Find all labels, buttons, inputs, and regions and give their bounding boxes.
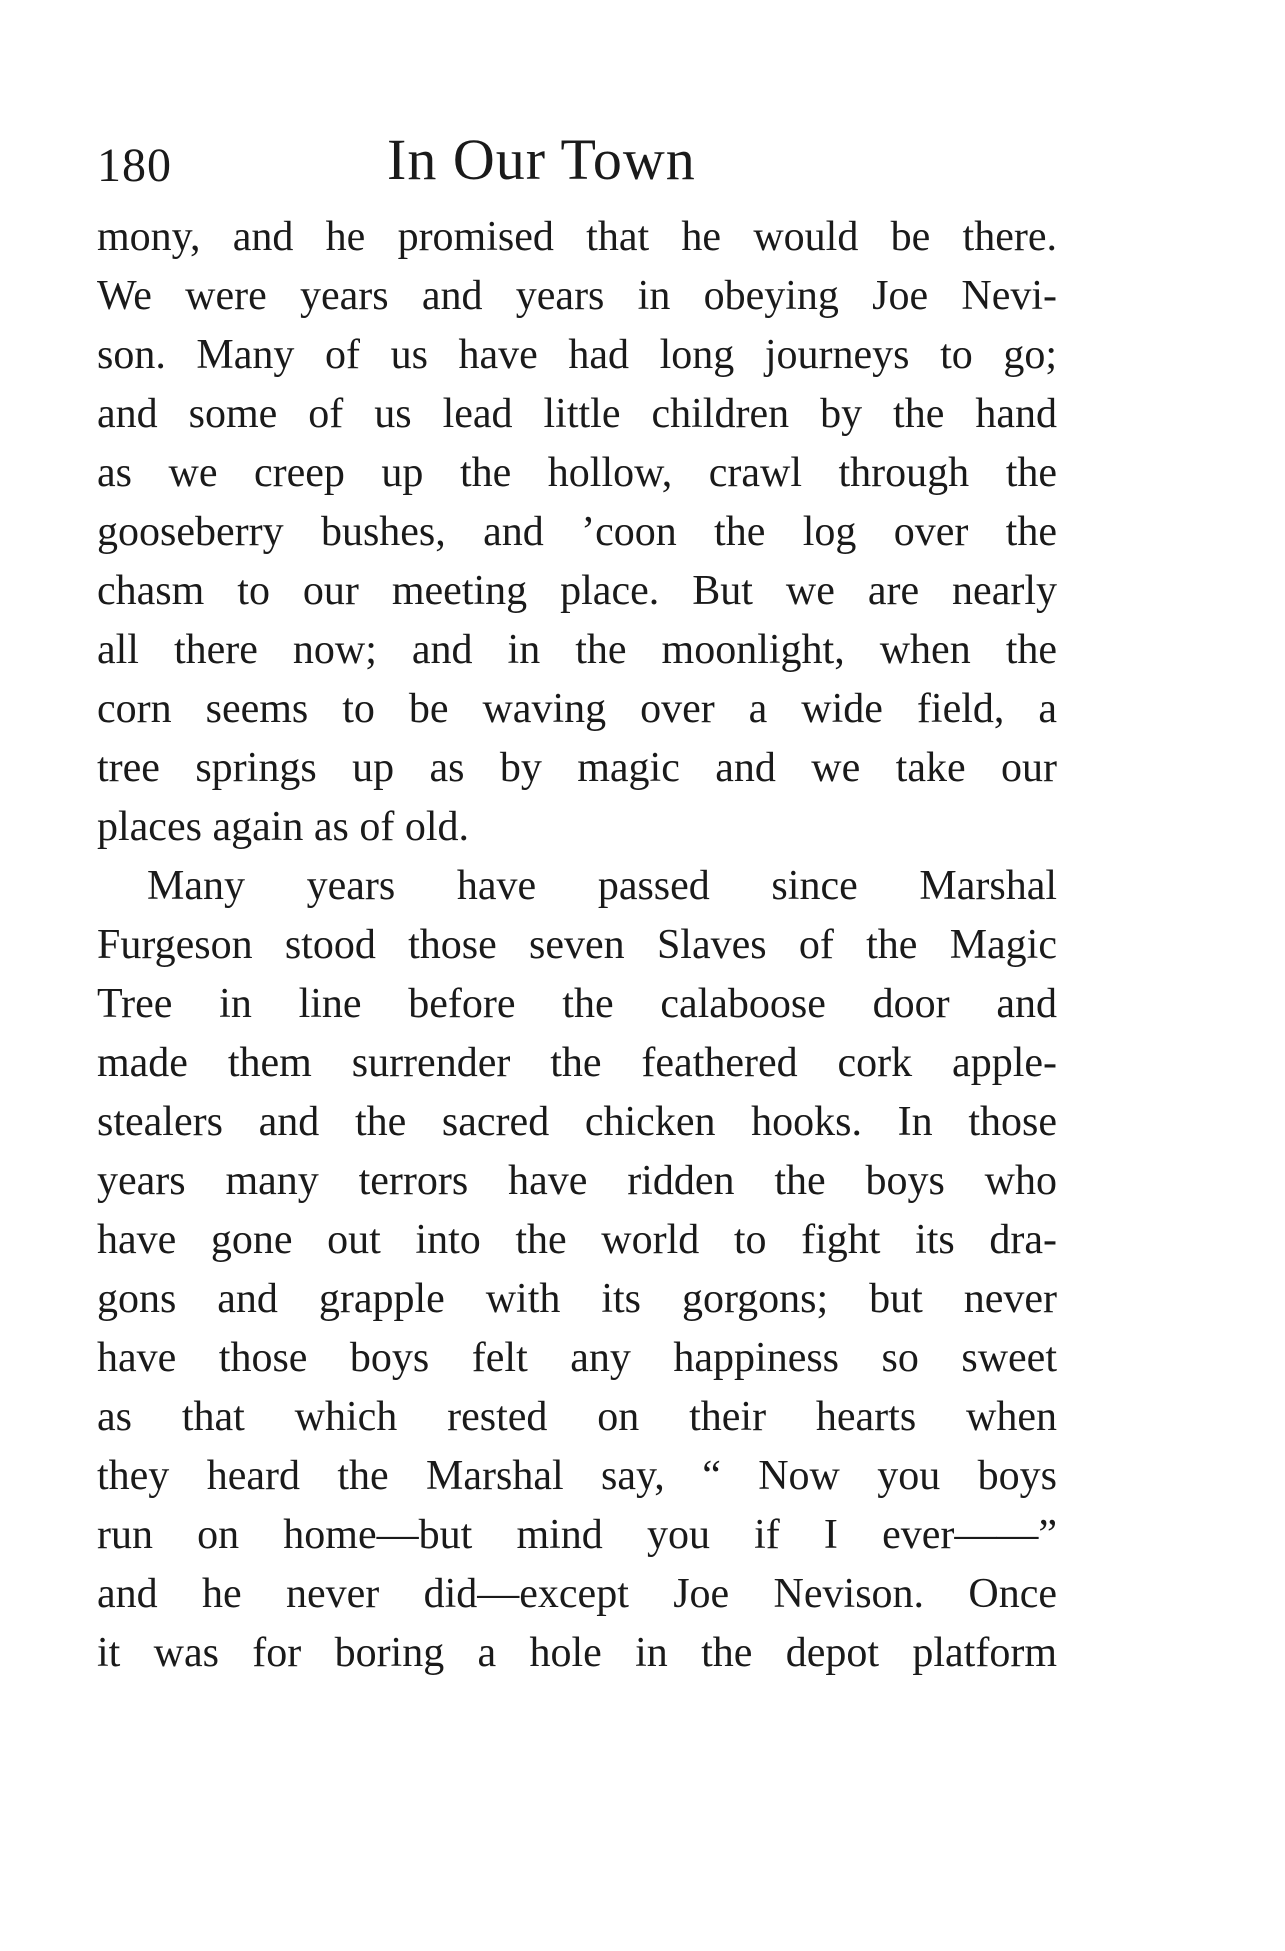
text-line: We were years and years in obeying Joe Nevi- xyxy=(97,273,1057,319)
text-line: all there now; and in the moonlight, when the xyxy=(97,627,1057,673)
text-line: chasm to our meeting place. But we are nearly xyxy=(97,568,1057,614)
running-head xyxy=(97,126,1057,206)
text-line: places again as of old. xyxy=(97,804,470,850)
text-line: as that which rested on their hearts when xyxy=(97,1394,1057,1440)
running-title: In Our Town xyxy=(387,127,696,192)
text-line: it was for boring a hole in the depot platform xyxy=(97,1630,1057,1676)
text-line: son. Many of us have had long journeys to go; xyxy=(97,332,1057,378)
text-line: years many terrors have ridden the boys who xyxy=(97,1158,1057,1204)
page-number: 180 xyxy=(97,139,172,192)
text-line: they heard the Marshal say, “ Now you boys xyxy=(97,1453,1057,1499)
text-line: and some of us lead little children by the hand xyxy=(97,391,1057,437)
text-line: mony, and he promised that he would be there. xyxy=(97,214,1057,260)
text-line: gooseberry bushes, and ’coon the log over the xyxy=(97,509,1057,555)
text-line: made them surrender the feathered cork apple- xyxy=(97,1040,1057,1086)
text-line: have those boys felt any happiness so sweet xyxy=(97,1335,1057,1381)
text-line: tree springs up as by magic and we take our xyxy=(97,745,1057,791)
paragraph-1 xyxy=(97,208,1057,857)
body-text xyxy=(97,208,1057,1683)
text-line: gons and grapple with its gorgons; but never xyxy=(97,1276,1057,1322)
text-line: as we creep up the hollow, crawl through the xyxy=(97,450,1057,496)
text-line: Furgeson stood those seven Slaves of the Magic xyxy=(97,922,1057,968)
text-line: run on home—but mind you if I ever——” xyxy=(97,1512,1057,1558)
text-line: stealers and the sacred chicken hooks. In those xyxy=(97,1099,1057,1145)
text-line: Tree in line before the calaboose door and xyxy=(97,981,1057,1027)
text-line: and he never did—except Joe Nevison. Once xyxy=(97,1571,1057,1617)
paragraph-2 xyxy=(97,857,1057,1683)
text-line: Many years have passed since Marshal xyxy=(147,863,1057,909)
text-line: corn seems to be waving over a wide field, a xyxy=(97,686,1057,732)
text-line: have gone out into the world to fight its dra- xyxy=(97,1217,1057,1263)
